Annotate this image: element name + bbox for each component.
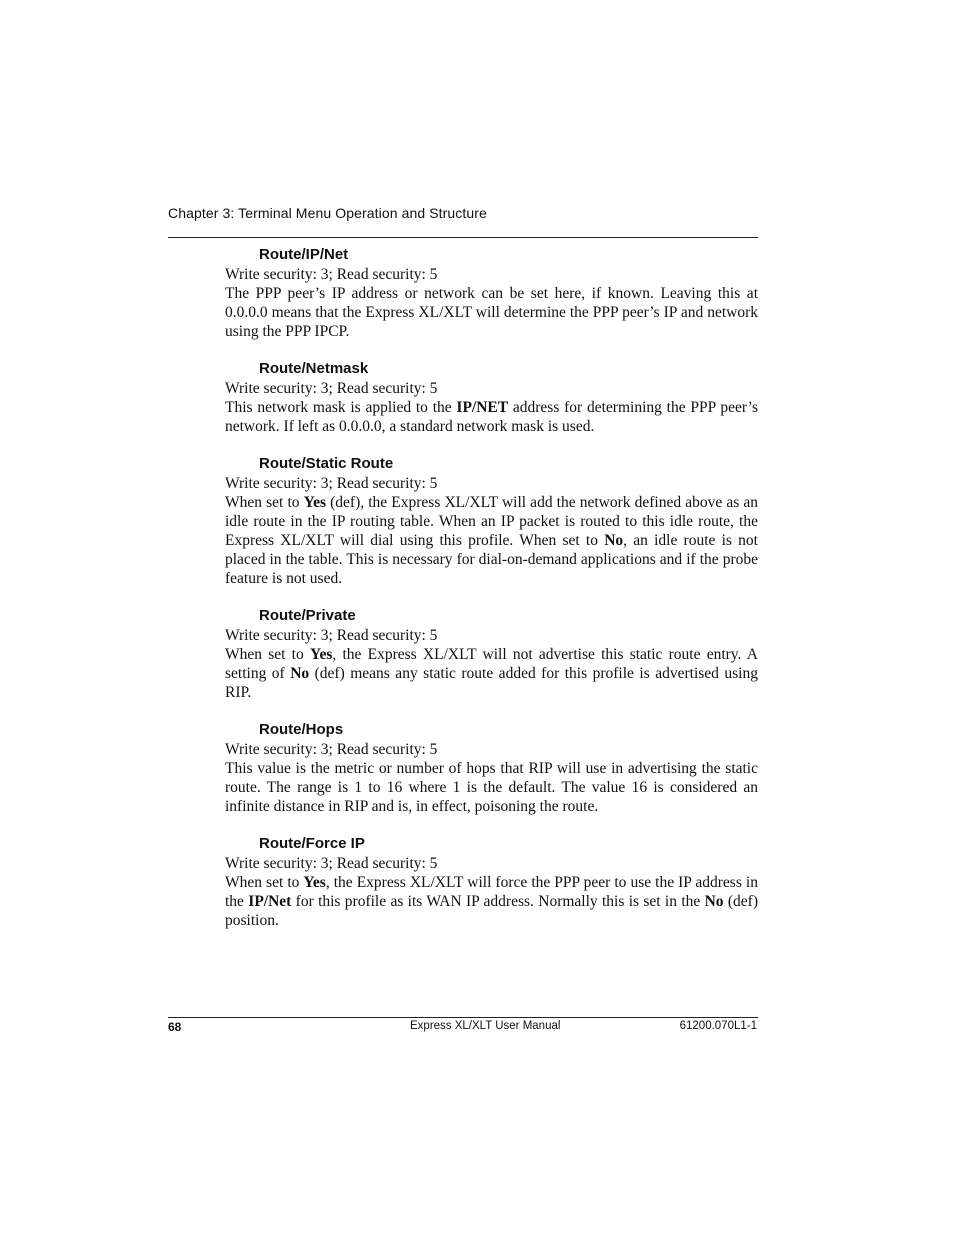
bold-term: No	[704, 893, 724, 910]
security-line: Write security: 3; Read security: 5	[225, 855, 438, 872]
bold-term: No	[290, 665, 310, 682]
section-title: Route/Static Route	[259, 455, 394, 472]
body-text: When set to	[225, 874, 304, 891]
section-body	[225, 759, 758, 816]
section-route-netmask	[225, 358, 758, 436]
body-text: (def) means any static route added for this profile is advertised using RIP.	[225, 665, 758, 701]
bold-term: Yes	[303, 874, 326, 891]
section-route-hops	[225, 719, 758, 816]
section-title: Route/Netmask	[259, 360, 369, 377]
manual-title: Express XL/XLT User Manual	[410, 1020, 561, 1032]
section-title: Route/Force IP	[259, 835, 365, 852]
section-title: Route/Private	[259, 607, 356, 624]
section-body	[225, 284, 758, 341]
bold-term: No	[604, 532, 624, 549]
section-route-static-route	[225, 453, 758, 588]
body-text: This network mask is applied to the	[225, 399, 457, 416]
section-body	[225, 493, 758, 588]
security-line: Write security: 3; Read security: 5	[225, 266, 438, 283]
document-number: 61200.070L1-1	[679, 1020, 757, 1032]
body-text: , the Express XL/XLT will force the PPP peer to use the IP address in the	[225, 874, 758, 910]
body-text: The PPP peer’s IP address or network can be set here, if known. Leaving this at 0.0.0.0 means that the Express XL/XLT will determine the PPP peer’s IP and network using the PPP IPCP.	[225, 285, 758, 340]
section-title: Route/IP/Net	[259, 246, 349, 263]
bold-term: Yes	[303, 494, 327, 511]
security-line: Write security: 3; Read security: 5	[225, 741, 438, 758]
body-text: (def), the Express XL/XLT will add the network defined above as an idle route in the IP routing table. When an IP packet is routed to this idle route, the Express XL/XLT will dial using this profile. When set to	[225, 494, 758, 549]
header-rule	[168, 237, 758, 238]
body-text: address for determining the PPP peer’s network. If left as 0.0.0.0, a standard network mask is used.	[225, 399, 758, 435]
section-body	[225, 398, 758, 436]
bold-term: IP/NET	[456, 399, 509, 416]
body-text: , an idle route is not placed in the table. This is necessary for dial-on-demand applications and if the probe feature is not used.	[225, 532, 758, 587]
section-body	[225, 645, 758, 702]
section-route-private	[225, 605, 758, 702]
security-line: Write security: 3; Read security: 5	[225, 475, 438, 492]
page-header: Chapter 3: Terminal Menu Operation and Structure	[168, 205, 487, 221]
security-line: Write security: 3; Read security: 5	[225, 380, 438, 397]
section-body	[225, 873, 758, 930]
security-line: Write security: 3; Read security: 5	[225, 627, 438, 644]
content-body	[225, 244, 758, 947]
bold-term: IP/Net	[248, 893, 292, 910]
footer-rule	[168, 1017, 758, 1018]
body-text: When set to	[225, 494, 304, 511]
section-title: Route/Hops	[259, 721, 344, 738]
body-text: This value is the metric or number of hops that RIP will use in advertising the static route. The range is 1 to 16 where 1 is the default. The value 16 is considered an infinite distance in RIP and is, in effect, poisoning the route.	[225, 760, 758, 815]
body-text: (def) position.	[225, 893, 758, 929]
body-text: When set to	[225, 646, 310, 663]
bold-term: Yes	[309, 646, 333, 663]
section-route-force-ip	[225, 833, 758, 930]
section-route-ip-net	[225, 244, 758, 341]
body-text: for this profile as its WAN IP address. Normally this is set in the	[291, 893, 705, 910]
page-number: 68	[168, 1020, 182, 1034]
body-text: , the Express XL/XLT will not advertise this static route entry. A setting of	[225, 646, 758, 682]
